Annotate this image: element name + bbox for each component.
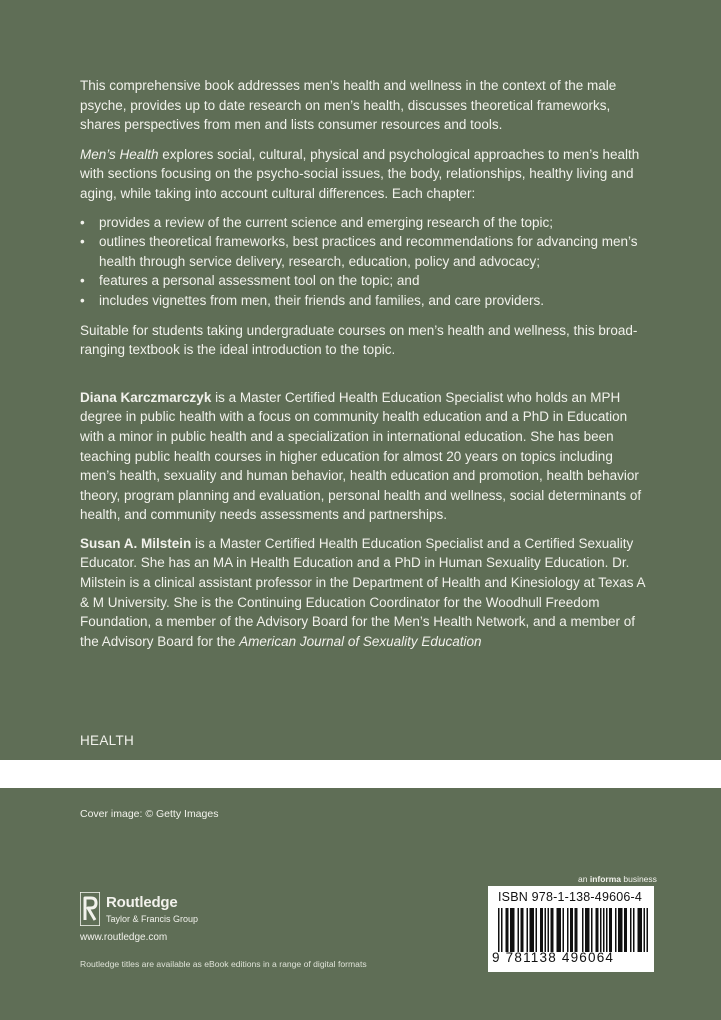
informa-prefix: an — [578, 874, 590, 884]
barcode-bar — [638, 908, 640, 952]
publisher-website[interactable]: www.routledge.com — [80, 932, 168, 943]
barcode-bar — [597, 908, 599, 952]
barcode-bar — [551, 908, 553, 952]
barcode-bar — [630, 908, 632, 952]
barcode-bar — [582, 908, 584, 952]
barcode-bar — [596, 908, 598, 952]
barcode-bar — [512, 908, 514, 952]
barcode-bar — [545, 908, 547, 952]
barcode-bar — [633, 908, 635, 952]
author-name: Susan A. Milstein — [80, 535, 192, 551]
barcode-bar — [644, 908, 646, 952]
author-bio-milstein — [80, 534, 645, 652]
barcode-bar — [521, 908, 523, 952]
barcode-bar — [552, 908, 554, 952]
barcode-bar — [641, 908, 643, 952]
publisher-name: Routledge — [106, 894, 178, 911]
barcode-bar — [560, 908, 562, 952]
author-bio-text: is a Master Certified Health Education Specialist who holds an MPH degree in public health with a focus on community health education and a PhD in Education with a minor in public health and a specialization in international education. She has been teaching public health courses in higher education for almost 20 years on topics including men’s health, sexuality and human behavior, health education and promotion, health behavior theory, program planning and evaluation, personal health and wellness, social determinants of health, and community needs assessments and partnerships. — [80, 389, 642, 523]
barcode-bar — [530, 908, 532, 952]
barcode-bar — [639, 908, 641, 952]
barcode-bar — [501, 908, 503, 952]
isbn-barcode — [488, 886, 654, 972]
routledge-r-mark-icon — [80, 892, 100, 926]
barcode-bar — [536, 908, 538, 952]
list-item: • provides a review of the current science and emerging research of the topic; — [80, 213, 645, 233]
barcode-bar — [618, 908, 620, 952]
barcode-bar — [626, 908, 628, 952]
barcode-bar — [647, 908, 649, 952]
barcode-bar — [518, 908, 520, 952]
barcode-bar — [531, 908, 533, 952]
chapter-features-list — [80, 213, 645, 311]
cover-image-credit: Cover image: © Getty Images — [80, 808, 219, 820]
book-title-italic: Men’s Health — [80, 146, 159, 162]
barcode-bar — [507, 908, 509, 952]
barcode-bar — [621, 908, 623, 952]
informa-brand: informa — [589, 874, 621, 884]
barcode-bar — [558, 908, 560, 952]
list-item: • includes vignettes from men, their friends and families, and care providers. — [80, 291, 645, 311]
barcode-bar — [624, 908, 626, 952]
journal-title-italic: American Journal of Sexuality Education — [239, 633, 482, 649]
list-item: • outlines theoretical frameworks, best practices and recommendations for advancing men’s health through service delivery, research, education, policy and advocacy; — [80, 232, 645, 271]
intro-paragraph: This comprehensive book addresses men’s health and wellness in the context of the male psyche, provides up to date research on men’s health, discusses theoretical frameworks, shares perspectives from men and lists consumer resources and tools. — [80, 78, 617, 133]
barcode-bar — [557, 908, 559, 952]
barcode-digits: 9 781138 496064 — [492, 950, 615, 965]
barcode-bar — [609, 908, 611, 952]
publisher-group: Taylor & Francis Group — [106, 914, 199, 924]
barcode-bar — [563, 908, 565, 952]
barcode-bar — [548, 908, 550, 952]
isbn-number: ISBN 978-1-138-49606-4 — [498, 890, 643, 904]
barcode-bar — [620, 908, 622, 952]
subject-category: HEALTH — [80, 733, 135, 748]
back-cover-text — [80, 76, 645, 651]
barcode-bar — [615, 908, 617, 952]
barcode-bar — [522, 908, 524, 952]
routledge-logo — [80, 890, 220, 930]
barcode-bar — [591, 908, 593, 952]
barcode-bar — [542, 908, 544, 952]
barcode-bar — [570, 908, 572, 952]
author-name: Diana Karczmarczyk — [80, 389, 212, 405]
barcode-bar — [513, 908, 515, 952]
white-divider-stripe — [0, 760, 721, 788]
barcode-bar — [567, 908, 569, 952]
informa-business-label — [578, 874, 657, 884]
barcode-bar — [572, 908, 574, 952]
informa-suffix: business — [621, 874, 657, 884]
barcode-bar — [588, 908, 590, 952]
barcode-bar — [603, 908, 605, 952]
barcode-bar — [527, 908, 529, 952]
author-bio-karczmarczyk — [80, 388, 645, 525]
author-bio-text: is a Master Certified Health Education Specialist and a Certified Sexuality Educator. She has an MA in Health Education and a PhD in Human Sexuality Education. Dr. Milstein is a clinical assistant professor in the Department of Health and Kinesiology at Texas A & M University. She is the Continuing Education Coordinator for the Woodhull Freedom Foundation, a member of the Advisory Board for the Men’s Health Network, and a member of the Advisory Board for the — [80, 535, 645, 649]
chapter-paragraph-text: explores social, cultural, physical and psychological approaches to men’s health with sections focusing on the psycho-social issues, the body, relationships, healthy living and aging, while taking into account cultural differences. Each chapter: — [80, 146, 640, 201]
audience-paragraph: Suitable for students taking undergraduate courses on men’s health and wellness, this broad-ranging textbook is the ideal introduction to the topic. — [80, 322, 638, 358]
barcode-bar — [600, 908, 602, 952]
barcode-bar — [576, 908, 578, 952]
barcode-bar — [506, 908, 508, 952]
barcode-bar — [510, 908, 512, 952]
barcode-bar — [533, 908, 535, 952]
barcode-bar — [498, 908, 500, 952]
barcode-bar — [606, 908, 608, 952]
list-item: • features a personal assessment tool on the topic; and — [80, 271, 645, 291]
ebook-availability-note: Routledge titles are available as eBook editions in a range of digital formats — [80, 959, 367, 969]
chapter-paragraph — [80, 145, 645, 204]
barcode-bar — [575, 908, 577, 952]
barcode-bar — [540, 908, 542, 952]
barcode-bars-icon — [498, 908, 648, 952]
barcode-bar — [585, 908, 587, 952]
barcode-bar — [611, 908, 613, 952]
barcode-bar — [587, 908, 589, 952]
